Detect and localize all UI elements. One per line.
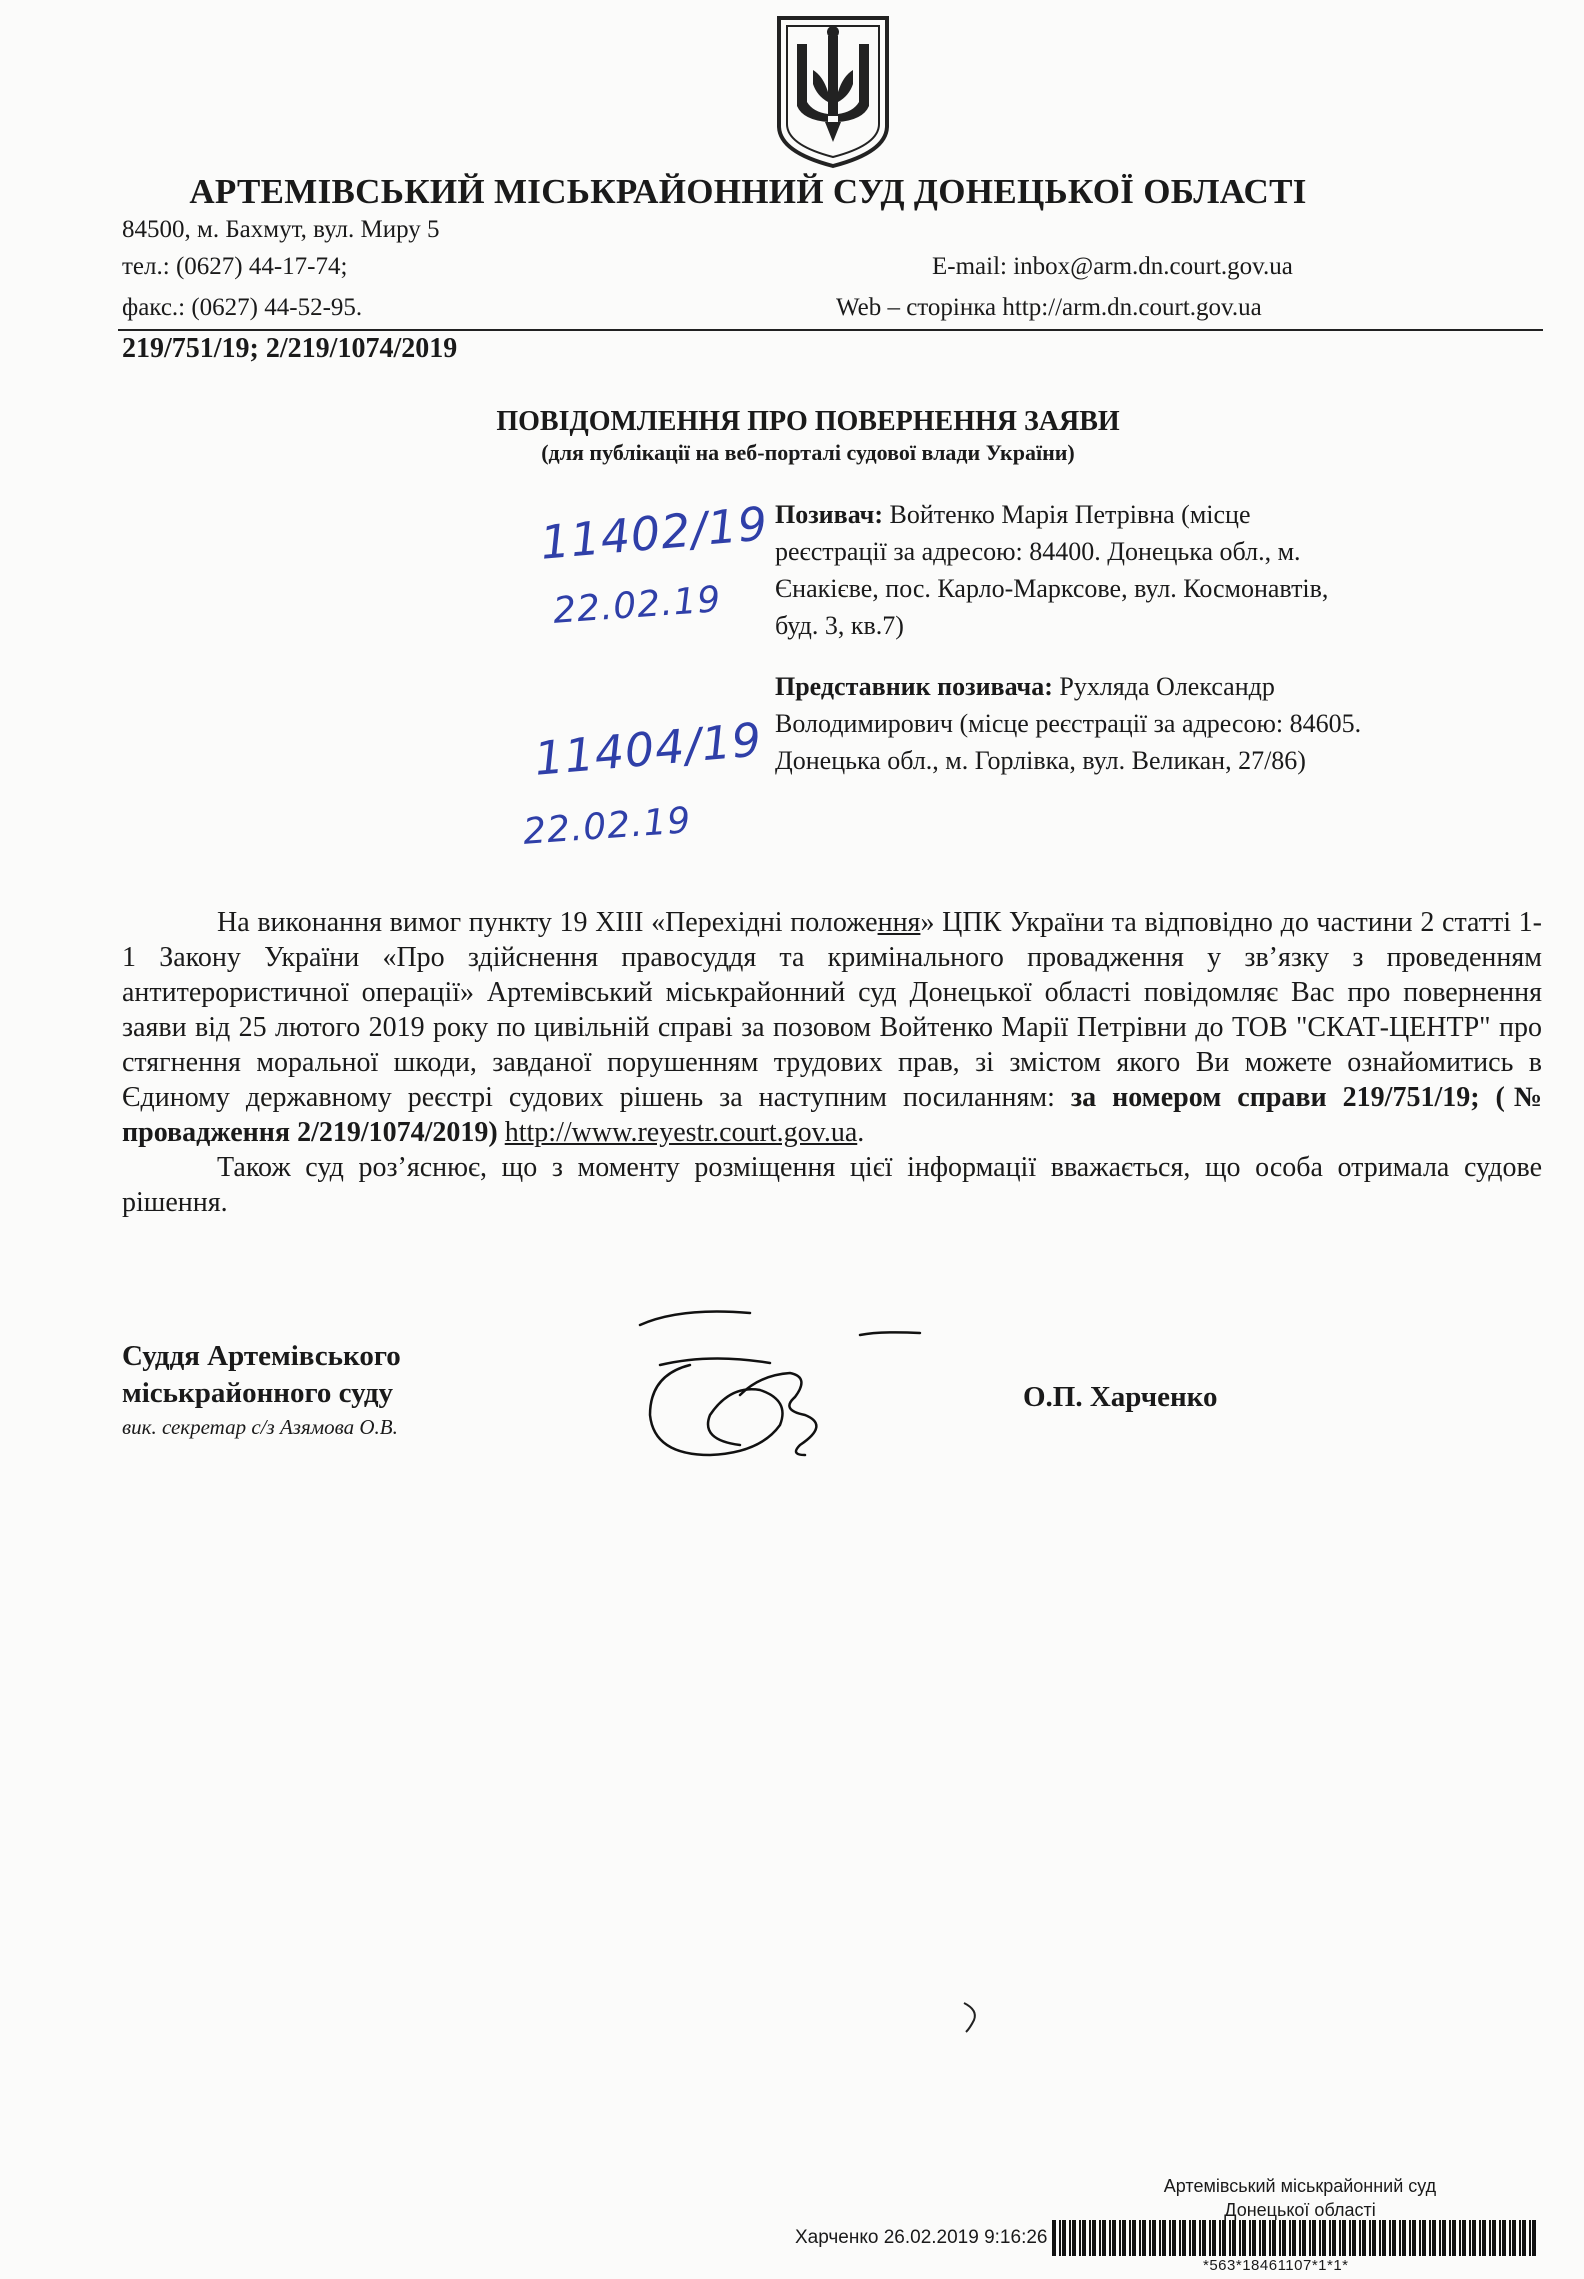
header-divider	[118, 329, 1543, 331]
court-phone: тел.: (0627) 44-17-74;	[122, 253, 348, 280]
barcode-bar	[1449, 2220, 1451, 2256]
barcode-bar	[1399, 2220, 1401, 2256]
barcode-bar	[1489, 2220, 1491, 2256]
barcode-bar	[1519, 2220, 1521, 2256]
barcode-bar	[1169, 2220, 1171, 2256]
barcode-bar	[1499, 2220, 1501, 2256]
barcode-number: *563*18461107*1*1*	[1203, 2257, 1349, 2274]
barcode-bar	[1472, 2220, 1476, 2256]
barcode-bar	[1272, 2220, 1276, 2256]
barcode-bar	[1109, 2220, 1111, 2256]
handwritten-date: 22.02.19	[551, 579, 723, 632]
notice-title: ПОВІДОМЛЕННЯ ПРО ПОВЕРНЕННЯ ЗАЯВИ	[496, 406, 1120, 437]
trident-coat-of-arms-icon	[773, 14, 893, 169]
judge-signature	[630, 1305, 930, 1465]
barcode-bar	[1529, 2220, 1531, 2256]
barcode-bar	[1249, 2220, 1251, 2256]
barcode-bar	[1309, 2220, 1311, 2256]
barcode-bar	[1342, 2220, 1346, 2256]
barcode-bar	[1072, 2220, 1076, 2256]
judge-name: О.П. Харченко	[1023, 1381, 1218, 1413]
barcode-bar	[1212, 2220, 1216, 2256]
judge-title	[122, 1338, 401, 1412]
registry-link[interactable]: http://www.reyestr.court.gov.ua	[504, 1117, 858, 1148]
barcode-bar	[1492, 2220, 1496, 2256]
court-email: E-mail: inbox@arm.dn.court.gov.ua	[932, 253, 1293, 280]
barcode-bar	[1262, 2220, 1266, 2256]
barcode-bar	[1469, 2220, 1471, 2256]
body-paragraph: Також суд роз’яснює, що з моменту розміщення цієї інформації вважається, що особа отримала судове рішення.	[122, 1152, 1542, 1218]
barcode-bar	[1312, 2220, 1316, 2256]
barcode-bar	[1219, 2220, 1221, 2256]
barcode-bar	[1479, 2220, 1481, 2256]
judge-title-line: міськрайонного суду	[122, 1377, 394, 1409]
barcode-bar	[1502, 2220, 1506, 2256]
barcode-bar	[1362, 2220, 1366, 2256]
court-address: 84500, м. Бахмут, вул. Миру 5	[122, 216, 440, 243]
barcode-bar	[1209, 2220, 1211, 2256]
case-numbers: 219/751/19; 2/219/1074/2019	[122, 333, 458, 364]
barcode-bar	[1229, 2220, 1231, 2256]
stamp-court-line: Артемівський міськрайонний суд	[1163, 2176, 1437, 2196]
barcode-bar	[1329, 2220, 1331, 2256]
barcode-bar	[1082, 2220, 1086, 2256]
barcode-bar	[1319, 2220, 1321, 2256]
barcode-bar	[1192, 2220, 1196, 2256]
barcode-bar	[1419, 2220, 1421, 2256]
barcode-bar	[1119, 2220, 1121, 2256]
barcode-bar	[1352, 2220, 1356, 2256]
barcode-bar	[1459, 2220, 1461, 2256]
judge-title-line: Суддя Артемівського	[122, 1340, 401, 1372]
barcode-bar	[1189, 2220, 1191, 2256]
barcode-bar	[1239, 2220, 1241, 2256]
plaintiff-block	[775, 496, 1365, 644]
barcode-bar	[1509, 2220, 1511, 2256]
barcode-bar	[1122, 2220, 1126, 2256]
barcode-bar	[1452, 2220, 1456, 2256]
representative-details: Рухляда Олександр Володимирович (місце реєстрації за адресою: 84605. Донецька обл., м. Горлівка, вул. Великан, 27/86)	[775, 672, 1362, 775]
barcode-bar	[1059, 2220, 1061, 2256]
barcode-bar	[1089, 2220, 1091, 2256]
barcode-bar	[1179, 2220, 1181, 2256]
representative-block	[775, 668, 1365, 779]
secretary-note: вик. секретар с/з Азямова О.В.	[122, 1415, 398, 1439]
barcode-bar	[1439, 2220, 1441, 2256]
barcode-bar	[1392, 2220, 1396, 2256]
plaintiff-details: Войтенко Марія Петрівна (місце реєстрації за адресою: 84400. Донецька обл., м. Єнакієве, пос. Карло-Марксове, вул. Космонавтів, буд. 3, кв.7)	[775, 500, 1329, 640]
body-paragraph	[122, 905, 1542, 1150]
barcode-bar	[1152, 2220, 1156, 2256]
barcode-bar	[1522, 2220, 1526, 2256]
barcode-bar	[1279, 2220, 1281, 2256]
stamp-court-line: Донецької області	[1224, 2200, 1376, 2220]
barcode-bar	[1442, 2220, 1446, 2256]
body-text: .	[857, 1117, 865, 1148]
barcode-bar	[1402, 2220, 1406, 2256]
notice-subtitle: (для публікації на веб-порталі судової влади України)	[541, 440, 1075, 465]
barcode-bar	[1359, 2220, 1361, 2256]
barcode-bar	[1132, 2220, 1136, 2256]
barcode-bar	[1222, 2220, 1226, 2256]
barcode-bar	[1062, 2220, 1066, 2256]
barcode-bar	[1129, 2220, 1131, 2256]
barcode-bar	[1112, 2220, 1116, 2256]
barcode-bar	[1302, 2220, 1306, 2256]
barcode-bar	[1432, 2220, 1436, 2256]
barcode-bar	[1369, 2220, 1371, 2256]
barcode-bar	[1199, 2220, 1201, 2256]
barcode-bar	[1379, 2220, 1381, 2256]
notice-body	[122, 905, 1542, 1220]
body-text-underlined: ння	[877, 907, 921, 938]
barcode-bar	[1099, 2220, 1101, 2256]
barcode-bar	[1182, 2220, 1186, 2256]
barcode-bar	[1532, 2220, 1536, 2256]
representative-label: Представник позивача:	[775, 672, 1053, 701]
barcode-bar	[1159, 2220, 1161, 2256]
barcode-bar	[1269, 2220, 1271, 2256]
barcode-bar	[1142, 2220, 1146, 2256]
body-text: » ЦПК України та відповідно до частини 2 статті 1-1 Закону України «Про здійснення правосуддя та кримінального провадження у зв’язку з проведенням антитерористичної операції» Артемівський міськрайонний суд Донецької області повідомляє Вас про повернення заяви від 25 лютого 2019 року по цивільній справі за позовом Войтенко Марії Петрівни до ТОВ "СКАТ-ЦЕНТР" про стягнення моральної шкоди, завданої порушенням трудових прав, зі змістом якого Ви можете ознайомитись в Єдиному державному реєстрі судових рішень за наступним посиланням:	[122, 907, 1543, 1113]
barcode-bar	[1372, 2220, 1376, 2256]
barcode-bar	[1292, 2220, 1296, 2256]
barcode-bar	[1409, 2220, 1411, 2256]
barcode-bar	[1079, 2220, 1081, 2256]
court-website: Web – сторінка http://arm.dn.court.gov.ua	[836, 294, 1262, 321]
barcode-bar	[1069, 2220, 1071, 2256]
barcode-bar	[1092, 2220, 1096, 2256]
handwritten-date: 22.02.19	[521, 800, 693, 853]
barcode-bar	[1289, 2220, 1291, 2256]
barcode-bar	[1389, 2220, 1391, 2256]
case-reference: за номером справи 219/751/19; (№ провадження 2/219/1074/2019)	[122, 1082, 1542, 1148]
barcode-bar	[1052, 2220, 1056, 2256]
handwritten-registration-number: 11402/19	[538, 496, 771, 570]
barcode-bar	[1252, 2220, 1256, 2256]
barcode-bar	[1339, 2220, 1341, 2256]
barcode-bar	[1512, 2220, 1516, 2256]
barcode-bar	[1322, 2220, 1326, 2256]
body-text: На виконання вимог пункту 19 XIII «Перехідні положе	[217, 907, 878, 938]
barcode-bar	[1349, 2220, 1351, 2256]
stray-pen-mark	[960, 2000, 984, 2034]
barcode-bar	[1412, 2220, 1416, 2256]
court-fax: факс.: (0627) 44-52-95.	[122, 294, 363, 321]
handwritten-registration-number: 11404/19	[532, 712, 765, 786]
barcode-bar	[1299, 2220, 1301, 2256]
court-name: АРТЕМІВСЬКИЙ МІСЬКРАЙОННИЙ СУД ДОНЕЦЬКОЇ ОБЛАСТІ	[189, 172, 1307, 211]
barcode-bar	[1482, 2220, 1486, 2256]
barcode-bar	[1242, 2220, 1246, 2256]
barcode-bar	[1259, 2220, 1261, 2256]
plaintiff-label: Позивач:	[775, 500, 883, 529]
barcode-bar	[1162, 2220, 1166, 2256]
barcode-bar	[1282, 2220, 1286, 2256]
document-barcode	[1052, 2220, 1540, 2256]
barcode-bar	[1202, 2220, 1206, 2256]
barcode-bar	[1139, 2220, 1141, 2256]
barcode-bar	[1232, 2220, 1236, 2256]
barcode-bar	[1422, 2220, 1426, 2256]
barcode-bar	[1102, 2220, 1106, 2256]
barcode-bar	[1172, 2220, 1176, 2256]
barcode-bar	[1429, 2220, 1431, 2256]
barcode-bar	[1462, 2220, 1466, 2256]
registration-stamp	[1120, 2174, 1480, 2222]
barcode-bar	[1149, 2220, 1151, 2256]
barcode-bar	[1382, 2220, 1386, 2256]
stamp-user-timestamp: Харченко 26.02.2019 9:16:26	[795, 2227, 1048, 2248]
barcode-bar	[1332, 2220, 1336, 2256]
